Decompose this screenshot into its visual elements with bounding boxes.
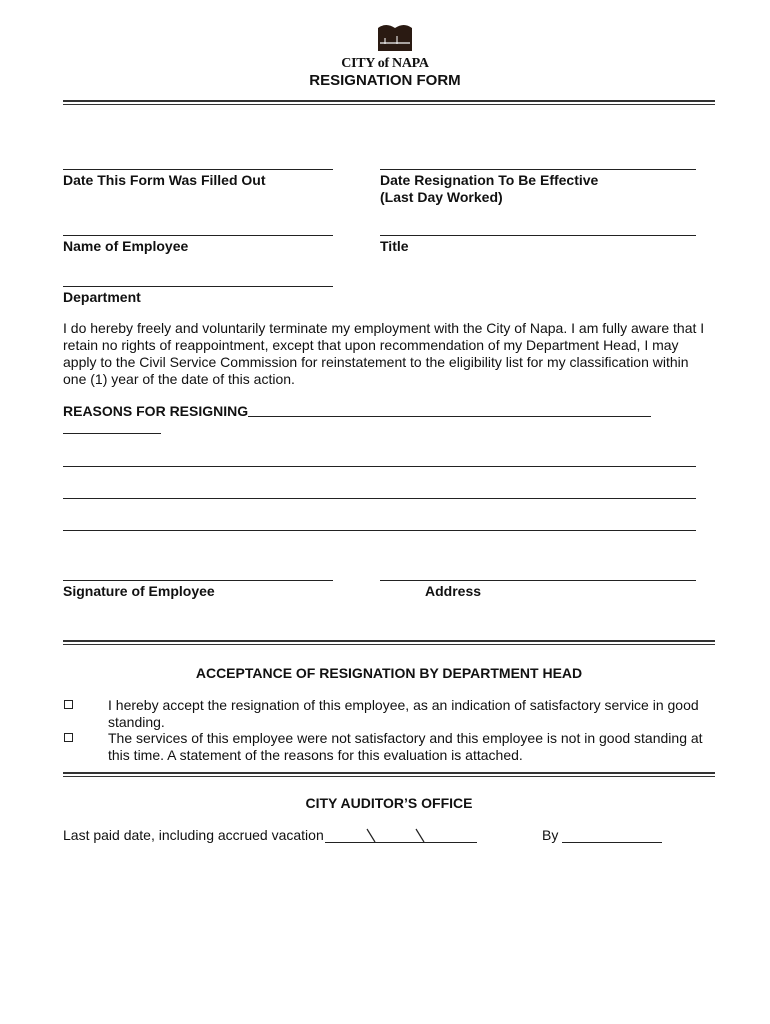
department-label: Department — [63, 289, 141, 305]
auditor-rule-bottom — [63, 776, 715, 777]
by-line[interactable] — [562, 842, 662, 843]
reasons-line-5[interactable] — [63, 530, 696, 531]
reasons-label: REASONS FOR RESIGNING — [63, 403, 249, 419]
reasons-line-1[interactable] — [248, 416, 651, 417]
resignation-statement: I do hereby freely and voluntarily terminate my employment with the City of Napa. I am fully aware that I retain no rights of reappointment, except that upon recommendation of my Department Head, I may apply to the Civil Service Commission for reinstatement to the eligibility list for my classification within one (1) year of the date of this action. — [63, 320, 705, 387]
section-rule-top — [63, 640, 715, 642]
last-paid-date-line[interactable] — [325, 842, 477, 843]
date-separator-1 — [366, 828, 376, 843]
section-rule-bottom — [63, 644, 715, 645]
title-label: Title — [380, 238, 409, 254]
address-line[interactable] — [380, 580, 696, 581]
date-separator-2 — [415, 828, 425, 843]
acceptance-heading: ACCEPTANCE OF RESIGNATION BY DEPARTMENT HEAD — [195, 665, 583, 681]
name-line[interactable] — [63, 235, 333, 236]
signature-label: Signature of Employee — [63, 583, 215, 599]
city-name: CITY of NAPA — [341, 56, 429, 71]
city-of-napa-logo — [376, 22, 414, 54]
auditor-heading: CITY AUDITOR’S OFFICE — [305, 795, 473, 811]
signature-line[interactable] — [63, 580, 333, 581]
reasons-line-2[interactable] — [63, 433, 161, 434]
reasons-line-3[interactable] — [63, 466, 696, 467]
last-paid-label: Last paid date, including accrued vacation — [63, 827, 324, 843]
page-title: RESIGNATION FORM — [309, 72, 461, 89]
title-line[interactable] — [380, 235, 696, 236]
accept-option-text: I hereby accept the resignation of this employee, as an indication of satisfactory service in good standing. — [108, 697, 699, 730]
accept-checkbox[interactable] — [64, 700, 73, 709]
header-rule-bottom — [63, 104, 715, 105]
date-effective-label: Date Resignation To Be Effective — [380, 172, 599, 188]
header-rule-top — [63, 100, 715, 102]
department-line[interactable] — [63, 286, 333, 287]
date-effective-line[interactable] — [380, 169, 696, 170]
reasons-line-4[interactable] — [63, 498, 696, 499]
by-label: By — [542, 827, 559, 843]
date-filled-line[interactable] — [63, 169, 333, 170]
address-label: Address — [425, 583, 482, 599]
reject-option-text: The services of this employee were not satisfactory and this employee is not in good standing at this time. A statement of the reasons for this evaluation is attached. — [108, 730, 703, 763]
date-effective-note: (Last Day Worked) — [380, 189, 503, 205]
name-label: Name of Employee — [63, 238, 189, 254]
date-filled-label: Date This Form Was Filled Out — [63, 172, 266, 188]
auditor-rule-top — [63, 772, 715, 774]
reject-checkbox[interactable] — [64, 733, 73, 742]
